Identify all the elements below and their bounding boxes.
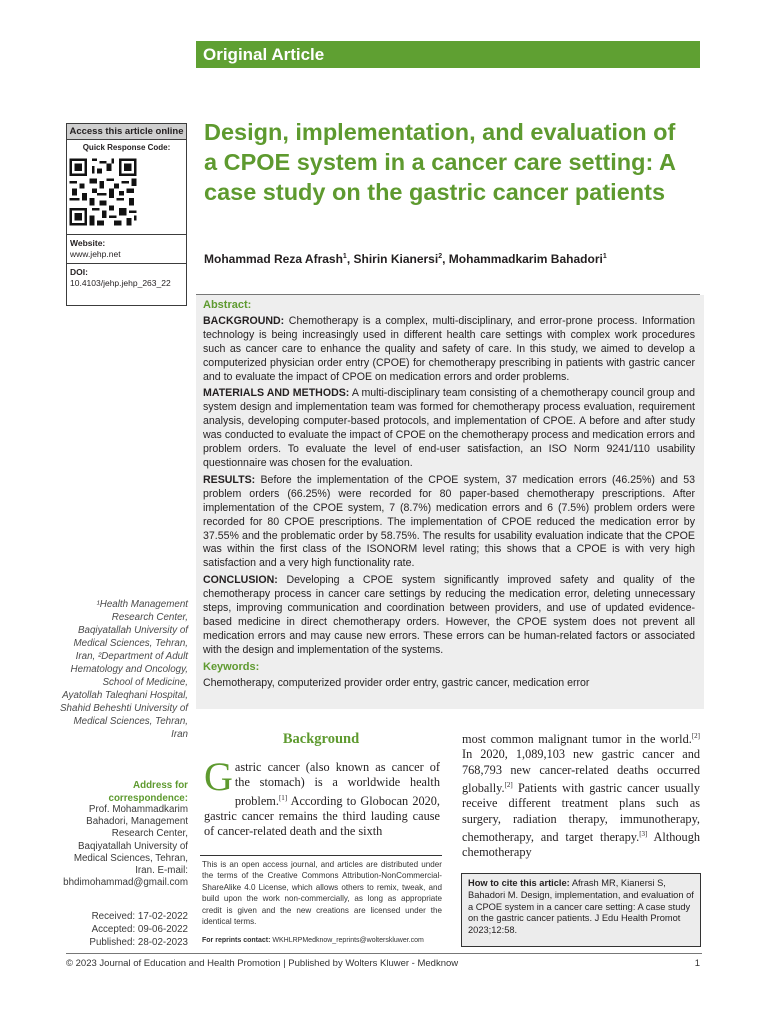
access-online-box (66, 123, 187, 306)
website-label: Website: (70, 238, 106, 248)
keywords: Chemotherapy, computerized provider order entry, gastric cancer, medication error (203, 676, 590, 689)
author-affiliation-mark: 1 (602, 253, 607, 260)
article-title: Design, implementation, and evaluation of a CPOE system in a cancer care setting: A case study on the gastric cancer patients (204, 119, 676, 205)
doi-link[interactable]: 10.4103/jehp.jehp_263_22 (70, 278, 171, 288)
website-row (67, 234, 186, 263)
article-dates (60, 910, 188, 949)
license-notice: This is an open access journal, and articles are distributed under the terms of the Creative Commons Attribution-NonCommercial-ShareAlike 4.0 License, which allows others to remix, tweak, and build upon the work non-commercially, as long as appropriate credit is given and the new creations are licensed under the identical terms. (202, 860, 442, 927)
page-number: 1 (694, 958, 700, 969)
article-type-banner: Original Article (196, 41, 700, 68)
abstract (203, 299, 695, 693)
author-affiliation-mark: 2 (438, 253, 443, 260)
correspondence-label: Address for correspondence: (108, 780, 188, 804)
reprints-contact (202, 937, 452, 944)
drop-cap: G (204, 754, 233, 799)
keywords-label: Keywords: (203, 660, 260, 673)
cite-text: Afrash MR, Kianersi S, Bahadori M. Design, implementation, and evaluation of a CPOE system in a cancer care setting: A case study on the gastric cancer patients. J Edu Health Promot 2023;12:58. (468, 878, 694, 936)
section-head: RESULTS: (203, 473, 256, 486)
section-text: Chemotherapy is a complex, multi-disciplinary, and error-prone process. Information technology is being increasingly used in different health care settings with complex work procedures such as cancer care to enhance the quality and safety of care. In this study, we aimed to develop a computerized physician order entry (CPOE) for chemotherapy prescribing in patients with gastric cancer and to evaluate the impact of CPOE on medication errors and order problems. (203, 314, 695, 383)
citation-link[interactable]: [3] (639, 829, 648, 838)
website-link[interactable]: www.jehp.net (70, 249, 121, 259)
section-text: Developing a CPOE system significantly improved safety and quality of the chemotherapy process in cancer care settings by reducing the medication error, deleting unnecessary steps, improving communication and coordination between providers, and use of updated evidence-based medicine in direct chemotherapy orders. However, the CPOE system does not prevent all medication errors and may cause new errors. These errors can be human-related factors or associated with the design and implementation of the systems. (203, 574, 695, 656)
body-text: astric cancer (also known as cancer of the stomach) is a worldwide health problem. (234, 760, 440, 808)
section-text: Before the implementation of the CPOE system, 37 medication errors (46.25%) and 53 problem orders (66.25%) were recorded for 80 paper-based chemotherapy prescriptions. After implementation of the CPOE system, 7 (8.7%) medication errors and 6 (7.5%) problem orders were recorded for 80 CPOE prescriptions. The implementation of CPOE reduced the medication error by 37.55% and the problematic order by 58.75%. The results for usability evaluation indicate that the CPOE was within the first class of the ISONORM level rating; this shows that a CPOE is with very high satisfaction and a very high functionality rate. (203, 473, 695, 570)
footer-divider (66, 953, 702, 954)
published-date: Published: 28-02-2023 (89, 937, 188, 948)
accepted-date: Accepted: 09-06-2022 (91, 924, 188, 935)
body-column-right (462, 729, 700, 861)
abstract-conclusion-section (203, 574, 695, 657)
body-column-left (204, 754, 440, 840)
reprints-email[interactable]: WKHLRPMedknow_reprints@wolterskluwer.com (270, 937, 424, 944)
footer-copyright: © 2023 Journal of Education and Health Promotion | Published by Wolters Kluwer - Medknow (66, 958, 459, 969)
author-name: Mohammadkarim Bahadori (448, 252, 603, 266)
how-to-cite-box (461, 873, 701, 947)
reprints-label: For reprints contact: (202, 937, 271, 944)
received-date: Received: 17-02-2022 (91, 911, 188, 922)
abstract-label: Abstract: (203, 299, 252, 311)
author-affiliation-mark: 1 (342, 253, 347, 260)
citation-link[interactable]: [1] (278, 793, 288, 802)
author-name: Mohammad Reza Afrash (204, 252, 343, 266)
qr-code-label: Quick Response Code: (82, 143, 171, 152)
body-text: According to Globocan 2020, gastric cancer remains the third lauding cause of cancer-related death and the sixth (204, 793, 440, 839)
access-box-header: Access this article online (67, 124, 186, 140)
abstract-background-section (203, 315, 695, 385)
section-head: MATERIALS AND METHODS: (203, 387, 350, 400)
affiliations: ¹Health Management Research Center, Baqiyatallah University of Medical Sciences, Tehran, Iran, ²Department of Adult Hematology and Oncology, School of Medicine, Ayatollah Taleqhani Hospital, Shahid Beheshti University of Medical Sciences, Tehran, Iran (60, 599, 188, 740)
correspondence-address: Prof. Mohammadkarim Bahadori, Management Research Center, Baqiyatallah University of Medical Sciences, Tehran, Iran. E-mail: bhdimohammad@gmail.com (63, 804, 188, 889)
doi-row (67, 263, 186, 292)
author-separator: , (442, 252, 449, 266)
section-head: CONCLUSION: (203, 574, 278, 587)
doi-label: DOI: (70, 267, 88, 277)
section-text: A multi-disciplinary team consisting of a chemotherapy council group and system design and implementation team was formed for chemotherapy process evaluation, requirement analysis, developing computer-based protocols, and implementation of CPOE. A before and after study was conducted to evaluate the impact of CPOE on the chemotherapy process and medication errors and problem orders. To evaluate the level of end-user satisfaction, an ISO Norm 9241/110 usability questionnaire was chosen for the evaluation. (203, 387, 696, 469)
cite-label: How to cite this article: (468, 878, 570, 888)
section-heading-background: Background (282, 731, 360, 747)
body-text: Although chemotherapy (462, 830, 700, 860)
qr-code-icon[interactable] (67, 156, 139, 228)
citation-link[interactable]: [2] (504, 780, 513, 789)
section-head: BACKGROUND: (203, 314, 285, 327)
abstract-methods-section (203, 387, 695, 470)
body-text: Patients with gastric cancer usually receive different treatment plans such as surgery, radiation therapy, immunotherapy, chemotherapy, and target therapy. (462, 781, 700, 845)
license-divider (200, 855, 442, 856)
author-separator: , (346, 252, 354, 266)
author-list (204, 252, 704, 266)
citation-link[interactable]: [2] (691, 732, 700, 740)
body-text: In 2020, 1,089,103 new gastric cancer and 768,793 new cancer-related deaths occurred globally. (462, 747, 700, 796)
abstract-results-section (203, 474, 695, 571)
author-name: Shirin Kianersi (353, 252, 439, 266)
body-text: most common malignant tumor in the world. (462, 732, 692, 747)
